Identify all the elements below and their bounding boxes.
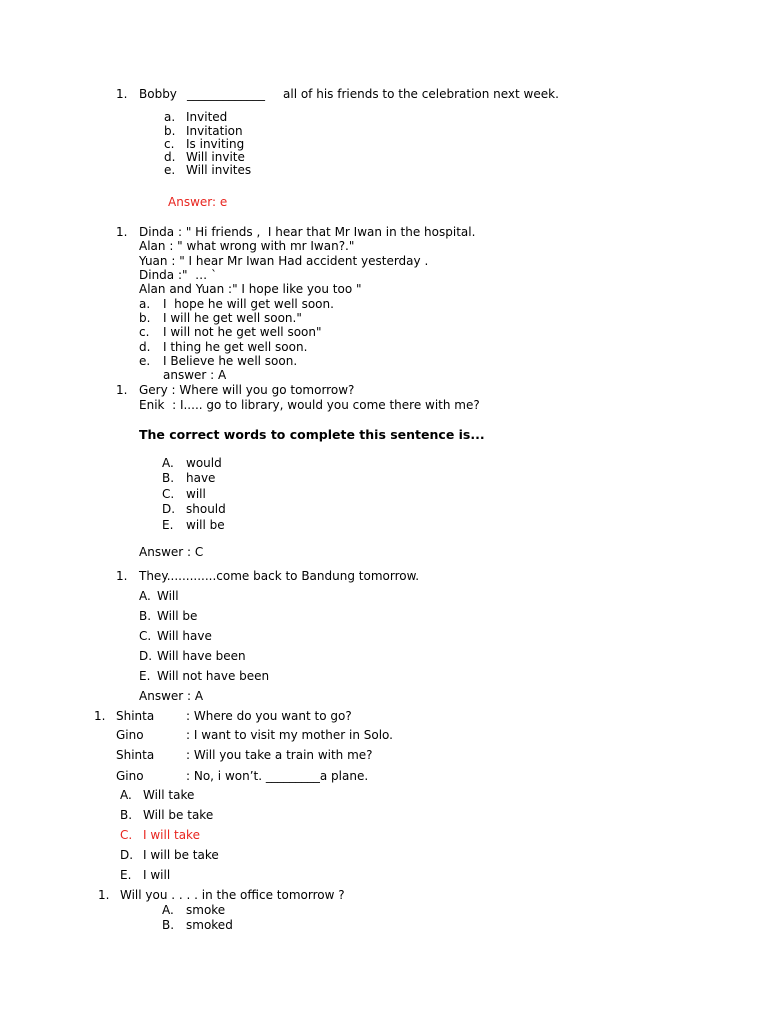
- option-text: I will he get well soon.": [163, 311, 302, 325]
- option-text: Will have been: [157, 649, 246, 663]
- option-letter: E.: [120, 868, 132, 882]
- option-text: Will take: [143, 788, 195, 802]
- option-text: Invited: [186, 110, 228, 124]
- option-text: will: [186, 487, 206, 501]
- option-text-highlighted: I will take: [143, 828, 200, 842]
- option-letter: B.: [162, 471, 175, 485]
- option-text: I will not he get well soon": [163, 325, 322, 339]
- option-letter: A.: [120, 788, 132, 802]
- option-letter: D.: [120, 848, 134, 862]
- question-number: 1.: [98, 888, 110, 902]
- dialogue-line: Enik : I..... go to library, would you come there with me?: [139, 398, 480, 412]
- answer-key: answer : A: [163, 368, 227, 382]
- option-letter: D.: [162, 502, 176, 516]
- option-text: Will invites: [186, 163, 252, 177]
- option-letter: d.: [139, 340, 151, 354]
- option-letter: d.: [164, 150, 176, 164]
- option-text: Invitation: [186, 124, 243, 138]
- option-text: have: [186, 471, 216, 485]
- option-text: I thing he get well soon.: [163, 340, 308, 354]
- answer-blank: _____________: [187, 87, 265, 101]
- dialogue-line: Alan : " what wrong with mr Iwan?.": [139, 239, 355, 253]
- option-letter: a.: [164, 110, 176, 124]
- question-number: 1.: [116, 569, 128, 583]
- option-text: should: [186, 502, 226, 516]
- option-letter: A.: [162, 456, 174, 470]
- question-number: 1.: [116, 87, 128, 101]
- option-text: I Believe he well soon.: [163, 354, 298, 368]
- option-letter: B.: [162, 918, 175, 932]
- question-text: all of his friends to the celebration next week.: [283, 87, 559, 101]
- option-letter: a.: [139, 297, 151, 311]
- option-letter: E.: [139, 669, 151, 683]
- instruction-text: The correct words to complete this sentence is...: [139, 427, 485, 442]
- question-number: 1.: [116, 383, 128, 397]
- question-number: 1.: [94, 709, 106, 723]
- option-text: Will be take: [143, 808, 214, 822]
- option-letter: e.: [164, 163, 176, 177]
- dialogue-line: Dinda :" … `: [139, 268, 217, 282]
- speaker-name: Gino: [116, 769, 144, 783]
- answer-key: Answer : C: [139, 545, 204, 559]
- option-letter-highlighted: C.: [120, 828, 133, 842]
- option-letter: c.: [139, 325, 150, 339]
- dialogue-line: Dinda : " Hi friends , I hear that Mr Iwan in the hospital.: [139, 225, 476, 239]
- dialogue-line: : Will you take a train with me?: [186, 748, 373, 762]
- option-letter: A.: [139, 589, 151, 603]
- answer-key: Answer: e: [168, 195, 228, 209]
- option-text: I will: [143, 868, 171, 882]
- option-letter: C.: [139, 629, 152, 643]
- option-letter: A.: [162, 903, 174, 917]
- option-letter: b.: [139, 311, 151, 325]
- option-text: smoked: [186, 918, 233, 932]
- option-letter: c.: [164, 137, 175, 151]
- question-number: 1.: [116, 225, 128, 239]
- dialogue-line: Yuan : " I hear Mr Iwan Had accident yesterday .: [139, 254, 429, 268]
- option-letter: B.: [139, 609, 152, 623]
- option-text: I hope he will get well soon.: [163, 297, 334, 311]
- option-letter: B.: [120, 808, 133, 822]
- dialogue-line: : No, i won’t. _________a plane.: [186, 769, 369, 783]
- option-letter: D.: [139, 649, 153, 663]
- question-text: Will you . . . . in the office tomorrow ?: [120, 888, 345, 902]
- dialogue-line: Gery : Where will you go tomorrow?: [139, 383, 355, 397]
- dialogue-line: Alan and Yuan :" I hope like you too ": [139, 282, 362, 296]
- option-text: Will not have been: [157, 669, 270, 683]
- speaker-name: Shinta: [116, 748, 155, 762]
- dialogue-line: : I want to visit my mother in Solo.: [186, 728, 393, 742]
- option-text: Will: [157, 589, 179, 603]
- option-letter: E.: [162, 518, 174, 532]
- option-letter: C.: [162, 487, 175, 501]
- question-lead: Bobby: [139, 87, 177, 101]
- option-text: Is inviting: [186, 137, 245, 151]
- option-text: will be: [186, 518, 225, 532]
- option-letter: e.: [139, 354, 151, 368]
- option-letter: b.: [164, 124, 176, 138]
- option-text: Will be: [157, 609, 198, 623]
- answer-key: Answer : A: [139, 689, 204, 703]
- question-text: They.............come back to Bandung tomorrow.: [139, 569, 420, 583]
- option-text: Will invite: [186, 150, 245, 164]
- option-text: would: [186, 456, 222, 470]
- dialogue-line: : Where do you want to go?: [186, 709, 352, 723]
- option-text: smoke: [186, 903, 226, 917]
- speaker-name: Gino: [116, 728, 144, 742]
- option-text: I will be take: [143, 848, 219, 862]
- option-text: Will have: [157, 629, 212, 643]
- speaker-name: Shinta: [116, 709, 155, 723]
